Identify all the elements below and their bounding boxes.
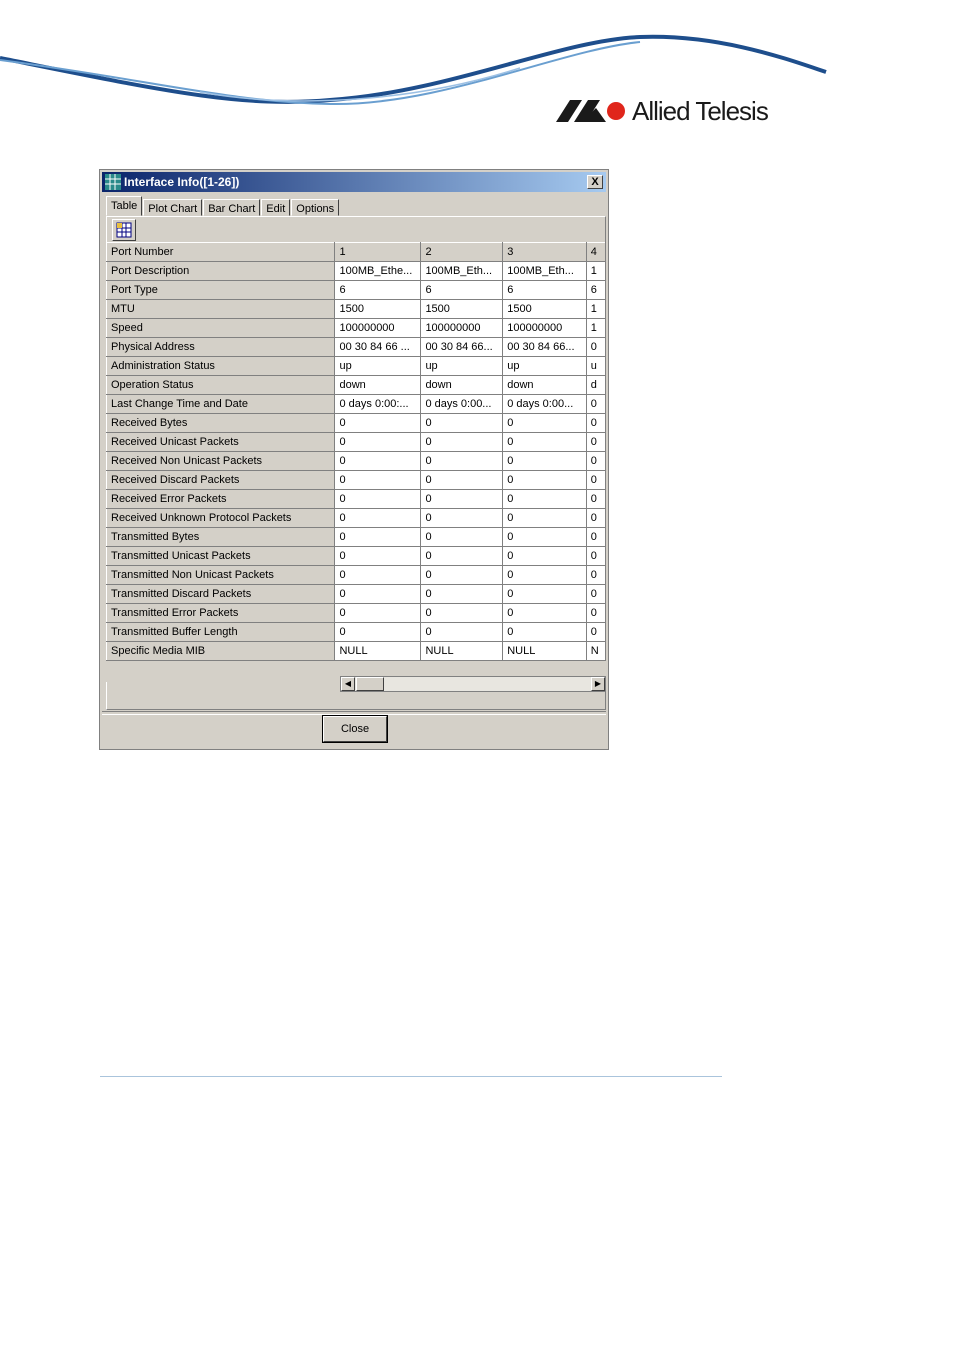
tab-bar-chart[interactable]: Bar Chart bbox=[203, 199, 260, 216]
row-header: Received Bytes bbox=[107, 414, 335, 433]
table-cell[interactable]: 100MB_Eth... bbox=[421, 262, 503, 281]
column-header: 4 bbox=[586, 243, 605, 262]
row-header: Specific Media MIB bbox=[107, 642, 335, 661]
table-row bbox=[107, 490, 606, 509]
table-cell[interactable]: 0 bbox=[335, 509, 421, 528]
table-cell[interactable]: 0 bbox=[335, 585, 421, 604]
table-cell[interactable]: 0 bbox=[586, 528, 605, 547]
row-header: Port Type bbox=[107, 281, 335, 300]
tab-table[interactable]: Table bbox=[106, 196, 142, 216]
table-view-button[interactable] bbox=[112, 219, 136, 241]
tab-edit[interactable]: Edit bbox=[261, 199, 290, 216]
table-row bbox=[107, 319, 606, 338]
table-row bbox=[107, 300, 606, 319]
table-cell[interactable]: 0 days 0:00... bbox=[503, 395, 587, 414]
interface-table bbox=[106, 242, 606, 661]
row-header: Transmitted Discard Packets bbox=[107, 585, 335, 604]
table-cell[interactable]: 0 bbox=[421, 509, 503, 528]
table-cell[interactable]: 0 bbox=[503, 528, 587, 547]
table-cell[interactable]: 100000000 bbox=[421, 319, 503, 338]
table-cell[interactable]: 100000000 bbox=[503, 319, 587, 338]
dialog-titlebar[interactable] bbox=[102, 172, 606, 192]
table-cell[interactable]: up bbox=[335, 357, 421, 376]
table-cell[interactable]: 0 bbox=[335, 604, 421, 623]
table-cell[interactable]: 0 bbox=[335, 566, 421, 585]
table-cell[interactable]: 0 bbox=[586, 471, 605, 490]
table-cell[interactable]: 0 bbox=[335, 433, 421, 452]
table-row bbox=[107, 414, 606, 433]
table-cell[interactable]: NULL bbox=[503, 642, 587, 661]
table-cell[interactable]: 6 bbox=[421, 281, 503, 300]
footer-divider bbox=[100, 1076, 722, 1077]
row-header: Received Non Unicast Packets bbox=[107, 452, 335, 471]
brand-name: Allied Telesis bbox=[632, 95, 768, 126]
row-header: Last Change Time and Date bbox=[107, 395, 335, 414]
table-cell[interactable]: 0 bbox=[586, 623, 605, 642]
scroll-right-icon[interactable]: ▶ bbox=[591, 677, 605, 691]
table-row bbox=[107, 357, 606, 376]
table-cell[interactable]: d bbox=[586, 376, 605, 395]
table-cell[interactable]: 0 days 0:00... bbox=[421, 395, 503, 414]
table-cell[interactable]: 0 bbox=[586, 490, 605, 509]
table-cell[interactable]: down bbox=[421, 376, 503, 395]
table-cell[interactable]: down bbox=[335, 376, 421, 395]
table-cell[interactable]: 00 30 84 66... bbox=[503, 338, 587, 357]
table-cell[interactable]: 0 bbox=[335, 547, 421, 566]
table-row bbox=[107, 547, 606, 566]
table-row bbox=[107, 471, 606, 490]
header-swoosh bbox=[0, 20, 954, 110]
table-row bbox=[107, 433, 606, 452]
table-row bbox=[107, 509, 606, 528]
table-cell[interactable]: 1500 bbox=[421, 300, 503, 319]
table-cell[interactable]: 0 bbox=[335, 452, 421, 471]
table-cell[interactable]: 0 bbox=[503, 623, 587, 642]
table-cell[interactable]: 0 bbox=[421, 490, 503, 509]
data-table-viewport[interactable] bbox=[106, 242, 606, 682]
close-icon[interactable]: X bbox=[587, 175, 603, 189]
table-row bbox=[107, 642, 606, 661]
tab-options[interactable]: Options bbox=[291, 199, 339, 216]
table-cell[interactable]: 0 bbox=[421, 566, 503, 585]
table-cell[interactable]: 0 bbox=[421, 471, 503, 490]
row-header: Physical Address bbox=[107, 338, 335, 357]
table-cell[interactable]: 0 bbox=[421, 414, 503, 433]
table-cell[interactable]: 0 bbox=[586, 566, 605, 585]
table-cell[interactable]: 0 bbox=[503, 452, 587, 471]
column-header: 3 bbox=[503, 243, 587, 262]
divider bbox=[102, 711, 606, 715]
table-cell[interactable]: 0 bbox=[421, 528, 503, 547]
table-row bbox=[107, 338, 606, 357]
table-cell[interactable]: 0 bbox=[586, 414, 605, 433]
table-cell[interactable]: 0 bbox=[335, 414, 421, 433]
table-cell[interactable]: 0 bbox=[503, 471, 587, 490]
table-row bbox=[107, 376, 606, 395]
table-cell[interactable]: 0 bbox=[421, 585, 503, 604]
row-header: Received Discard Packets bbox=[107, 471, 335, 490]
table-row bbox=[107, 281, 606, 300]
row-header: Operation Status bbox=[107, 376, 335, 395]
table-cell[interactable]: 0 bbox=[503, 414, 587, 433]
table-cell[interactable]: 0 bbox=[503, 433, 587, 452]
table-row bbox=[107, 452, 606, 471]
table-cell[interactable]: 0 bbox=[586, 452, 605, 471]
table-row bbox=[107, 262, 606, 281]
table-cell[interactable]: 0 bbox=[335, 490, 421, 509]
table-cell[interactable]: 0 bbox=[503, 604, 587, 623]
row-header: Transmitted Buffer Length bbox=[107, 623, 335, 642]
horizontal-scrollbar[interactable] bbox=[340, 676, 606, 692]
table-cell[interactable]: 0 bbox=[586, 604, 605, 623]
tab-plot-chart[interactable]: Plot Chart bbox=[143, 199, 202, 216]
row-header: Port Description bbox=[107, 262, 335, 281]
table-cell[interactable]: 0 bbox=[335, 528, 421, 547]
row-header: Transmitted Non Unicast Packets bbox=[107, 566, 335, 585]
table-cell[interactable]: up bbox=[503, 357, 587, 376]
scrollbar-thumb[interactable] bbox=[356, 677, 384, 691]
allied-telesis-logo-icon bbox=[556, 100, 626, 122]
table-cell[interactable]: N bbox=[586, 642, 605, 661]
table-cell[interactable]: 0 bbox=[421, 433, 503, 452]
table-cell[interactable]: 6 bbox=[335, 281, 421, 300]
table-cell[interactable]: 0 bbox=[421, 604, 503, 623]
table-cell[interactable]: 1 bbox=[586, 319, 605, 338]
column-header: 1 bbox=[335, 243, 421, 262]
table-row bbox=[107, 604, 606, 623]
table-cell[interactable]: 0 bbox=[421, 623, 503, 642]
table-cell[interactable]: u bbox=[586, 357, 605, 376]
table-cell[interactable]: 6 bbox=[586, 281, 605, 300]
table-cell[interactable]: 0 days 0:00:... bbox=[335, 395, 421, 414]
table-cell[interactable]: NULL bbox=[421, 642, 503, 661]
table-cell[interactable]: 1500 bbox=[335, 300, 421, 319]
table-row bbox=[107, 585, 606, 604]
table-cell[interactable]: 0 bbox=[586, 547, 605, 566]
row-header: Port Number bbox=[107, 243, 335, 262]
table-cell[interactable]: 0 bbox=[586, 433, 605, 452]
table-cell[interactable]: 0 bbox=[503, 490, 587, 509]
row-header: Transmitted Error Packets bbox=[107, 604, 335, 623]
row-header: Received Unknown Protocol Packets bbox=[107, 509, 335, 528]
table-cell[interactable]: 0 bbox=[335, 623, 421, 642]
table-cell[interactable]: 100MB_Eth... bbox=[503, 262, 587, 281]
table-cell[interactable]: 1500 bbox=[503, 300, 587, 319]
dialog-title: Interface Info([1-26]) bbox=[124, 175, 240, 189]
close-button[interactable]: Close bbox=[323, 716, 387, 742]
table-cell[interactable]: 0 bbox=[503, 585, 587, 604]
table-cell[interactable]: 1 bbox=[586, 300, 605, 319]
table-cell[interactable]: 0 bbox=[586, 509, 605, 528]
row-header: Received Unicast Packets bbox=[107, 433, 335, 452]
brand-logo bbox=[556, 96, 768, 126]
table-icon bbox=[113, 220, 135, 240]
column-header: 2 bbox=[421, 243, 503, 262]
interface-info-dialog bbox=[99, 169, 609, 750]
table-header-row bbox=[107, 243, 606, 262]
scroll-left-icon[interactable]: ◀ bbox=[341, 677, 355, 691]
row-header: MTU bbox=[107, 300, 335, 319]
table-cell[interactable]: 00 30 84 66 ... bbox=[335, 338, 421, 357]
grid-icon bbox=[105, 174, 121, 190]
table-cell[interactable]: NULL bbox=[335, 642, 421, 661]
table-cell[interactable]: 100MB_Ethe... bbox=[335, 262, 421, 281]
table-cell[interactable]: 0 bbox=[421, 452, 503, 471]
table-cell[interactable]: 0 bbox=[503, 566, 587, 585]
table-cell[interactable]: 00 30 84 66... bbox=[421, 338, 503, 357]
table-row bbox=[107, 623, 606, 642]
table-cell[interactable]: 0 bbox=[335, 471, 421, 490]
table-row bbox=[107, 566, 606, 585]
row-header: Received Error Packets bbox=[107, 490, 335, 509]
table-cell[interactable]: 0 bbox=[421, 547, 503, 566]
table-cell[interactable]: 0 bbox=[586, 585, 605, 604]
table-row bbox=[107, 528, 606, 547]
table-cell[interactable]: down bbox=[503, 376, 587, 395]
table-row bbox=[107, 395, 606, 414]
table-cell[interactable]: 0 bbox=[503, 547, 587, 566]
table-cell[interactable]: 0 bbox=[503, 509, 587, 528]
table-cell[interactable]: 0 bbox=[586, 395, 605, 414]
table-cell[interactable]: 6 bbox=[503, 281, 587, 300]
table-cell[interactable]: 1 bbox=[586, 262, 605, 281]
row-header: Administration Status bbox=[107, 357, 335, 376]
table-cell[interactable]: 100000000 bbox=[335, 319, 421, 338]
row-header: Transmitted Unicast Packets bbox=[107, 547, 335, 566]
tab-bar bbox=[106, 196, 340, 216]
row-header: Transmitted Bytes bbox=[107, 528, 335, 547]
table-cell[interactable]: up bbox=[421, 357, 503, 376]
table-cell[interactable]: 0 bbox=[586, 338, 605, 357]
row-header: Speed bbox=[107, 319, 335, 338]
